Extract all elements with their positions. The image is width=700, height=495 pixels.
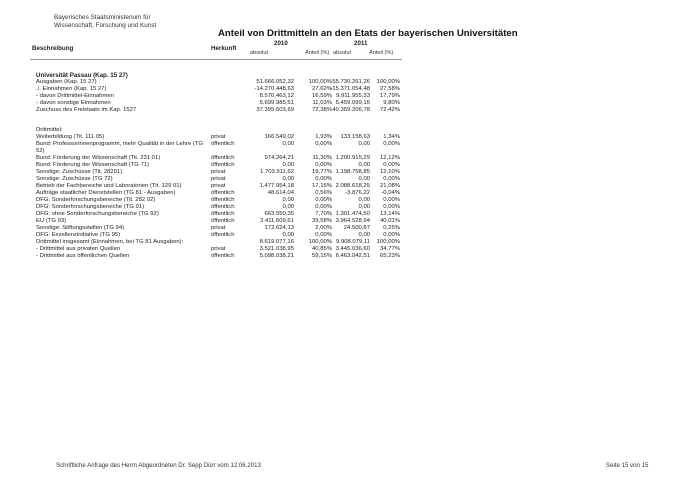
- row-herkunft: privat: [211, 134, 226, 140]
- row-absolut-2011: 1.200.915,29: [335, 155, 370, 161]
- row-anteil-2011: 100,00%: [376, 79, 400, 85]
- col-header-year-2010: 2010: [274, 40, 288, 47]
- row-anteil-2010: 0,00%: [315, 141, 332, 147]
- row-absolut-2010: 663.550,35: [264, 211, 294, 217]
- row-label: Ausgaben (Kap. 15 27): [36, 79, 97, 85]
- row-absolut-2010: 0,00: [282, 197, 294, 203]
- col-header-absolut-2010: absolut: [250, 50, 269, 56]
- row-absolut-2010: 0,00: [282, 162, 294, 168]
- col-header-herkunft: Herkunft: [211, 45, 237, 52]
- row-absolut-2010: 37.395.603,69: [256, 107, 294, 113]
- row-label: Sonstige: Zuschüsse (TG 72): [36, 176, 113, 182]
- row-anteil-2010: 72,38%: [312, 107, 332, 113]
- row-label: ./. Einnahmen (Kap. 15 27): [36, 86, 107, 92]
- row-absolut-2011: 1.198.758,85: [335, 169, 370, 175]
- row-anteil-2011: 17,79%: [380, 93, 400, 99]
- row-absolut-2010: 51.666.052,32: [256, 79, 294, 85]
- row-label: DFG: Sonderforschungsbereiche (Tit. 282 02): [36, 197, 156, 203]
- row-herkunft: privat: [211, 225, 226, 231]
- row-anteil-2010: 40,85%: [312, 246, 332, 252]
- row-anteil-2011: 0,00%: [383, 141, 400, 147]
- row-absolut-2011: 0,00: [358, 176, 370, 182]
- row-anteil-2011: 100,00%: [376, 239, 400, 245]
- row-absolut-2010: 0,00: [282, 141, 294, 147]
- row-anteil-2010: 0,00%: [315, 204, 332, 210]
- row-anteil-2010: 0,00%: [315, 232, 332, 238]
- row-absolut-2011: 3.964.528,94: [335, 218, 370, 224]
- ministry-name: [54, 14, 156, 30]
- row-label: DFG: Exzellenzinitiative (TG 95): [36, 232, 121, 238]
- row-absolut-2010: 1.477.954,18: [259, 183, 294, 189]
- row-absolut-2010: 48.614,04: [267, 190, 294, 196]
- row-absolut-2010: 172.624,13: [264, 225, 294, 231]
- row-herkunft: öffentlich: [211, 232, 235, 238]
- row-anteil-2010: 100,00%: [308, 79, 332, 85]
- row-anteil-2011: 0,00%: [383, 162, 400, 168]
- row-absolut-2010: -14.270.448,63: [254, 86, 294, 92]
- ministry-line-1: Bayerisches Staatsministerium für: [54, 14, 151, 21]
- row-label: - Drittmittel aus öffentlichen Quellen: [36, 253, 130, 259]
- row-herkunft: öffentlich: [211, 162, 235, 168]
- row-absolut-2011: 3.445.036,60: [335, 246, 370, 252]
- row-anteil-2011: 0,00%: [383, 204, 400, 210]
- row-anteil-2011: 21,08%: [380, 183, 400, 189]
- row-herkunft: öffentlich: [211, 218, 235, 224]
- page-title: Anteil von Drittmitteln an den Etats der bayerischen Universitäten: [218, 28, 518, 39]
- row-herkunft: öffentlich: [211, 197, 235, 203]
- row-anteil-2011: 12,10%: [380, 169, 400, 175]
- row-absolut-2011: 0,00: [358, 232, 370, 238]
- row-herkunft: privat: [211, 176, 226, 182]
- ministry-line-2: Wissenschaft, Forschung und Kunst: [54, 22, 157, 29]
- row-label: Bund: Förderung der Wissenschaft (Tit. 231 01): [36, 155, 161, 161]
- row-label: DFG: ohne Sonderforschungsbereiche (TG 92): [36, 211, 159, 217]
- row-label: Aufträge staatlicher Dienststellen (TG 81 - Ausgaben): [36, 190, 176, 196]
- row-anteil-2010: 19,77%: [312, 169, 332, 175]
- row-label: Bund: Förderung der Wissenschaft (TG 71): [36, 162, 149, 168]
- col-header-absolut-2011: absolut: [333, 50, 352, 56]
- row-anteil-2011: 34,77%: [380, 246, 400, 252]
- row-herkunft: öffentlich: [211, 204, 235, 210]
- row-absolut-2011: 1.301.474,50: [335, 211, 370, 217]
- row-absolut-2010: 974.264,21: [264, 155, 294, 161]
- row-absolut-2010: 3.411.609,61: [260, 218, 294, 224]
- row-absolut-2010: 0,00: [282, 204, 294, 210]
- row-anteil-2011: 72,42%: [380, 107, 400, 113]
- row-absolut-2010: 3.521.038,95: [259, 246, 294, 252]
- row-herkunft: öffentlich: [211, 253, 235, 259]
- row-anteil-2011: 13,14%: [380, 211, 400, 217]
- row-anteil-2010: 7,70%: [315, 211, 332, 217]
- drittmittel-label: Drittmittel:: [36, 127, 63, 133]
- row-absolut-2011: 2.088.618,25: [335, 183, 370, 189]
- row-label: - davon Drittmittel-Einnahmen: [36, 93, 114, 99]
- row-herkunft: privat: [211, 246, 226, 252]
- row-label: Bund: Professorinnenprogramm, mehr Qualität in der Lehre (TG 52): [36, 141, 203, 154]
- row-herkunft: öffentlich: [211, 211, 235, 217]
- row-herkunft: öffentlich: [211, 155, 235, 161]
- row-absolut-2010: 0,00: [282, 176, 294, 182]
- row-label: DFG: Sonderforschungsbereiche (TG 91): [36, 204, 145, 210]
- row-label: Weiterbildung (Tit. 111 05): [36, 134, 105, 140]
- row-anteil-2010: 100,00%: [308, 239, 332, 245]
- row-absolut-2011: 5.459.099,15: [335, 100, 370, 106]
- row-absolut-2010: 0,00: [282, 232, 294, 238]
- row-anteil-2010: 27,62%: [312, 86, 332, 92]
- footer-page-number: Seite 15 von 15: [606, 462, 649, 469]
- row-absolut-2010: 8.570.463,12: [259, 93, 294, 99]
- row-anteil-2011: 0,00%: [383, 197, 400, 203]
- row-anteil-2011: 40,01%: [380, 218, 400, 224]
- row-absolut-2010: 5.098.038,21: [259, 253, 294, 259]
- row-anteil-2011: 27,58%: [380, 86, 400, 92]
- row-label: Sonstige: Zuschüsse (Tit. 28201): [36, 169, 123, 175]
- row-anteil-2010: 0,00%: [315, 162, 332, 168]
- row-absolut-2010: 1.703.911,62: [260, 169, 294, 175]
- row-anteil-2010: 59,15%: [312, 253, 332, 259]
- row-absolut-2011: 133.158,63: [340, 134, 370, 140]
- row-absolut-2011: 0,00: [358, 204, 370, 210]
- col-header-anteil-2010: Anteil (%): [305, 50, 330, 56]
- section-title: Universität Passau (Kap. 15 27): [36, 72, 128, 79]
- row-label: Sonstige: Stiftungsstellen (TG 94): [36, 225, 125, 231]
- row-anteil-2010: 0,56%: [315, 190, 332, 196]
- row-anteil-2011: 65,23%: [380, 253, 400, 259]
- row-anteil-2011: -0,04%: [381, 190, 400, 196]
- col-header-anteil-2011: Anteil (%): [369, 50, 394, 56]
- row-label: Betrieb der Fachbereiche und Laboratorien (Tit. 129 01): [36, 183, 182, 189]
- row-anteil-2010: 39,58%: [312, 218, 332, 224]
- row-anteil-2011: 0,00%: [383, 176, 400, 182]
- row-label: - Drittmittel aus privaten Quellen: [36, 246, 121, 252]
- row-herkunft: öffentlich: [211, 190, 235, 196]
- footer-reference: Schriftliche Anfrage des Herrn Abgeordneten Dr. Sepp Dürr vom 12.06.2013: [56, 462, 261, 469]
- row-anteil-2011: 9,80%: [383, 100, 400, 106]
- row-label: Drittmittel insgesamt (Einnahmen, bei TG 81 Ausgaben):: [36, 239, 184, 245]
- row-anteil-2010: 17,15%: [312, 183, 332, 189]
- row-absolut-2010: 166.549,02: [264, 134, 294, 140]
- row-anteil-2010: 11,30%: [312, 155, 332, 161]
- row-absolut-2011: -3.876,22: [345, 190, 370, 196]
- row-absolut-2011: 9.908.079,11: [336, 239, 370, 245]
- row-absolut-2011: 6.463.042,51: [335, 253, 370, 259]
- row-herkunft: öffentlich: [211, 141, 235, 147]
- header-rule: [30, 59, 402, 60]
- row-anteil-2010: 2,00%: [315, 225, 332, 231]
- col-header-beschreibung: Beschreibung: [32, 45, 74, 52]
- col-header-year-2011: 2011: [354, 40, 368, 47]
- row-label: EU (TG 93): [36, 218, 67, 224]
- row-anteil-2010: 0,00%: [315, 176, 332, 182]
- row-absolut-2010: 8.619.077,16: [259, 239, 294, 245]
- row-anteil-2011: 0,25%: [383, 225, 400, 231]
- row-absolut-2011: 24.500,87: [343, 225, 370, 231]
- row-anteil-2010: 16,59%: [312, 93, 332, 99]
- row-label: Zuschuss des Freistaats im Kap. 1527: [36, 107, 137, 113]
- row-absolut-2011: 0,00: [358, 141, 370, 147]
- row-anteil-2010: 1,93%: [315, 134, 332, 140]
- row-herkunft: privat: [211, 183, 226, 189]
- row-herkunft: privat: [211, 169, 226, 175]
- row-absolut-2011: 0,00: [358, 162, 370, 168]
- row-anteil-2011: 1,34%: [383, 134, 400, 140]
- row-absolut-2010: 5.699.985,51: [259, 100, 294, 106]
- row-absolut-2011: 55.730.261,26: [332, 79, 370, 85]
- row-anteil-2011: 0,00%: [383, 232, 400, 238]
- row-anteil-2010: 0,00%: [315, 197, 332, 203]
- row-anteil-2011: 12,12%: [380, 155, 400, 161]
- row-absolut-2011: 9.911.955,33: [336, 93, 370, 99]
- row-absolut-2011: -15.371.054,48: [330, 86, 370, 92]
- row-absolut-2011: 40.359.206,78: [332, 107, 370, 113]
- row-absolut-2011: 0,00: [358, 197, 370, 203]
- row-label: - davon sonstige Einnahmen: [36, 100, 111, 106]
- row-anteil-2010: 11,03%: [312, 100, 332, 106]
